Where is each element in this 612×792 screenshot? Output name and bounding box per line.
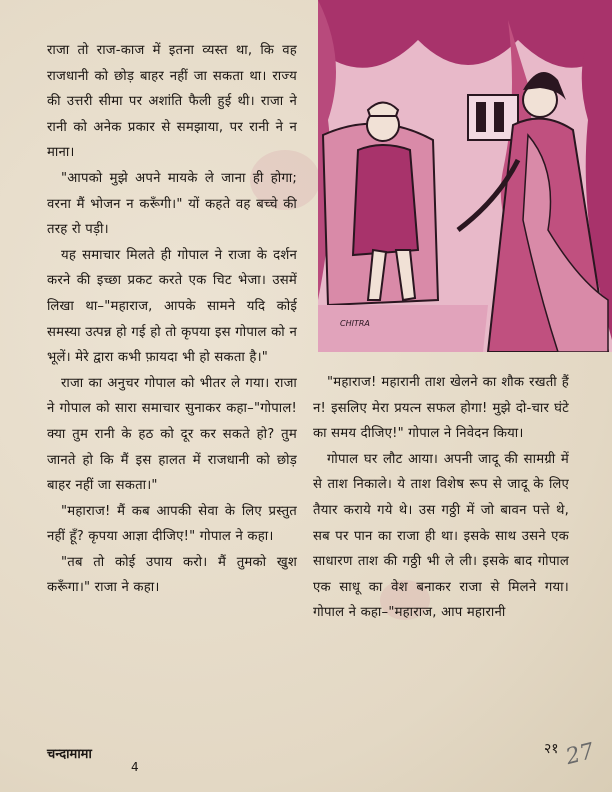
paragraph: "तब तो कोई उपाय करो। मैं तुमको खुश करूँगा।" राजा ने कहा।: [47, 554, 297, 596]
paragraph: राजा तो राज-काज में इतना व्यस्त था, कि वह राजधानी को छोड़ बाहर नहीं जा सकता था। राज्य की उत्तरी सीमा पर अशांति फैली हुई थी। राजा ने रानी को अनेक प्रकार से समझाया, पर रानी ने न माना।: [47, 43, 297, 161]
story-illustration: [318, 0, 612, 352]
page-number: 4: [131, 760, 139, 774]
handwritten-number: 27: [563, 738, 597, 771]
paragraph: गोपाल घर लौट आया। अपनी जादू की सामग्री में से ताश निकाले। ये ताश विशेष रूप से जादू के लिए तैयार कराये गये थे। उस गठ्ठी में जो बावन पत्ते थे, सब पर पान का राजा ही था। इसके साथ उसने एक साधारण ताश की गठ्ठी भी ले ली। इसके बाद गोपाल एक साधू का वेश बनाकर राजा से मिलने गया। गोपाल ने कहा–"महाराज, आप महारानी: [313, 451, 569, 621]
paragraph: "महाराज! मैं कब आपकी सेवा के लिए प्रस्तुत नहीं हूँ? कृपया आज्ञा दीजिए!" गोपाल ने कहा।: [47, 503, 297, 545]
right-text-column: [313, 370, 569, 626]
paragraph: राजा का अनुचर गोपाल को भीतर ले गया। राजा ने गोपाल को सारा समाचार सुनाकर कहा–"गोपाल! क्या तुम रानी के हठ को दूर कर सकते हो? तुम जानते हो कि मैं इस हालत में राजधानी को छोड़ बाहर नहीं जा सकता।": [47, 375, 297, 494]
page-number-hindi: २१: [544, 741, 559, 757]
paragraph: यह समाचार मिलते ही गोपाल ने राजा के दर्शन करने की इच्छा प्रकट करते एक चिट भेजा। उसमें लिखा था–"महाराज, आपके सामने यदि कोई समस्या उत्पन्न हो गई हो तो कृपया इस गोपाल को न भूलें। मेरे द्वारा कभी फ़ायदा भी हो सकता है।": [47, 247, 297, 366]
king-queen-illustration: [318, 0, 612, 352]
paragraph: "महाराज! महारानी ताश खेलने का शौक रखती हैं न! इसलिए मेरा प्रयत्न सफल होगा! मुझे दो-चार घंटे का समय दीजिए!" गोपाल ने निवेदन किया।: [313, 375, 569, 442]
left-text-column: [47, 38, 297, 601]
magazine-name: चन्दामामा: [47, 747, 92, 762]
paragraph: "आपको मुझे अपने मायके ले जाना ही होगा; वरना मैं भोजन न करूँगी।" यों कहते वह बच्चे की तरह रो पड़ी।: [47, 170, 297, 238]
artist-signature: CHITRA: [340, 319, 370, 328]
